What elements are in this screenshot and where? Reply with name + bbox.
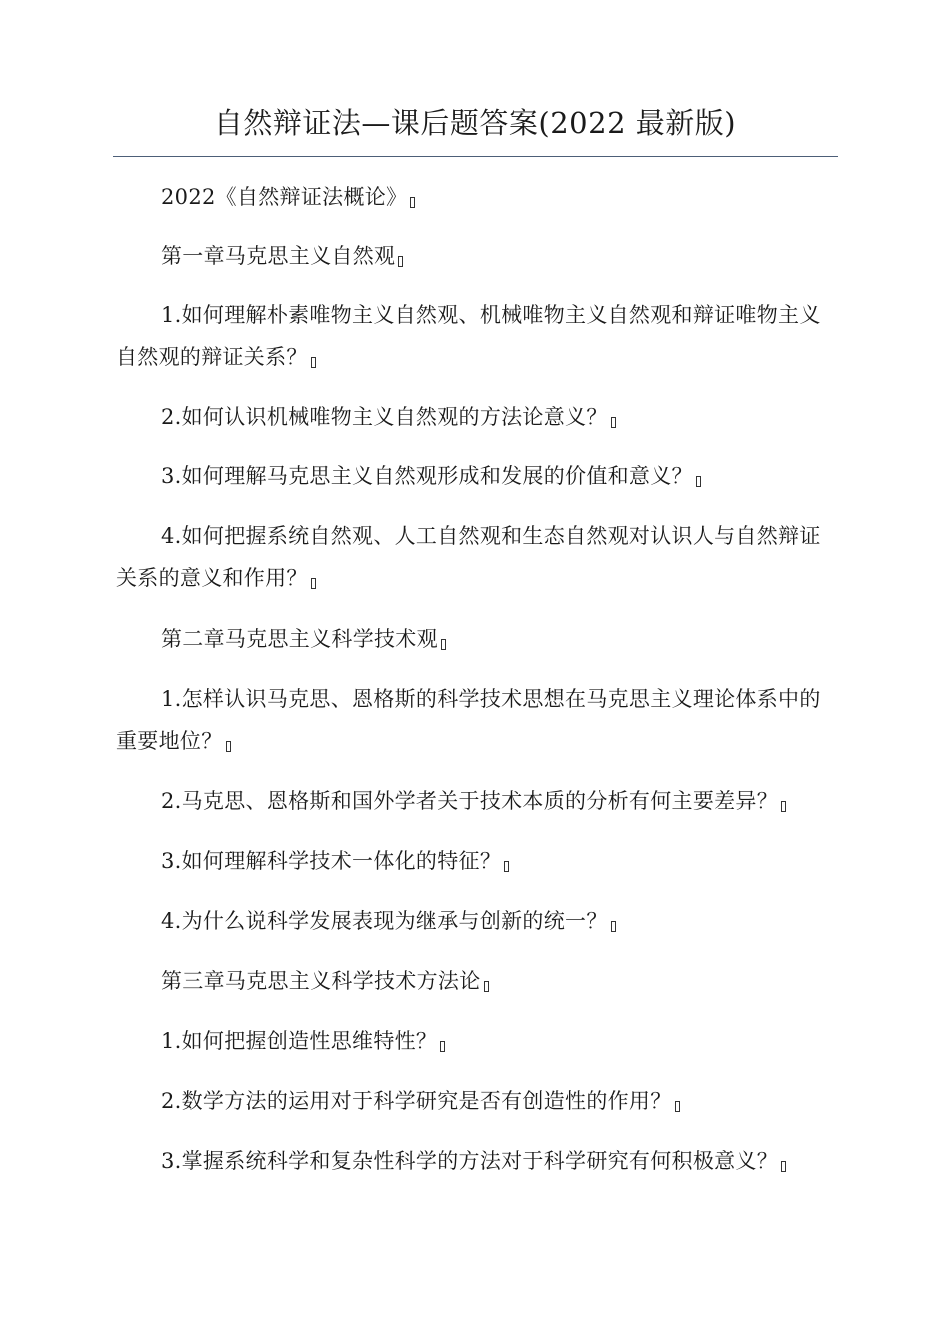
paragraph-mark-icon [611,417,616,428]
question-1-2 [116,396,836,438]
paragraph-text: 3.掌握系统科学和复杂性科学的方法对于科学研究有何积极意义？ [161,1149,779,1173]
paragraph-text: 第二章马克思主义科学技术观 [161,627,438,651]
question-1-4 [116,515,836,599]
question-2-4 [116,900,836,942]
paragraph-text: 2.数学方法的运用对于科学研究是否有创造性的作用？ [161,1089,672,1113]
paragraph-text: 2022《自然辩证法概论》 [161,185,408,209]
paragraph-mark-icon [675,1101,680,1112]
paragraph-text: 1.怎样认识马克思、恩格斯的科学技术思想在马克思主义理论体系中的重要地位？ [116,687,821,753]
paragraph-text: 4.为什么说科学发展表现为继承与创新的统一？ [161,909,608,933]
paragraph-mark-icon [781,801,786,812]
paragraph-text: 4.如何把握系统自然观、人工自然观和生态自然观对认识人与自然辩证关系的意义和作用？ [116,524,821,590]
paragraph-mark-icon [440,1041,445,1052]
question-2-2 [116,780,836,822]
question-3-3 [116,1140,836,1182]
paragraph-mark-icon [504,861,509,872]
paragraph-text: 第三章马克思主义科学技术方法论 [161,969,481,993]
document-title: 自然辩证法—课后题答案(2022 最新版) [213,106,737,140]
chapter-heading-2 [116,618,836,660]
chapter-heading-3 [116,960,836,1002]
paragraph-text: 1.如何理解朴素唯物主义自然观、机械唯物主义自然观和辩证唯物主义自然观的辩证关系？ [116,303,821,369]
paragraph-text: 3.如何理解马克思主义自然观形成和发展的价值和意义？ [161,464,693,488]
paragraph-mark-icon [696,476,701,487]
paragraph-mark-icon [611,921,616,932]
title-divider [113,156,838,157]
paragraph-mark-icon [410,197,415,208]
paragraph-mark-icon [311,578,316,589]
paragraph-text: 第一章马克思主义自然观 [161,244,396,268]
paragraph-text: 2.如何认识机械唯物主义自然观的方法论意义？ [161,405,608,429]
paragraph-text: 2.马克思、恩格斯和国外学者关于技术本质的分析有何主要差异？ [161,789,779,813]
question-1-3 [116,455,836,497]
paragraph-text: 3.如何理解科学技术一体化的特征？ [161,849,502,873]
paragraph-mark-icon [781,1161,786,1172]
question-3-2 [116,1080,836,1122]
chapter-heading-1 [116,235,836,277]
question-3-1 [116,1020,836,1062]
paragraph-mark-icon [226,741,231,752]
paragraph-mark-icon [398,256,403,267]
paragraph-mark-icon [311,357,316,368]
paragraph-book-title [116,176,836,218]
question-2-3 [116,840,836,882]
paragraph-text: 1.如何把握创造性思维特性？ [161,1029,438,1053]
question-2-1 [116,678,836,762]
paragraph-mark-icon [484,981,489,992]
question-1-1 [116,294,836,378]
paragraph-mark-icon [441,639,446,650]
